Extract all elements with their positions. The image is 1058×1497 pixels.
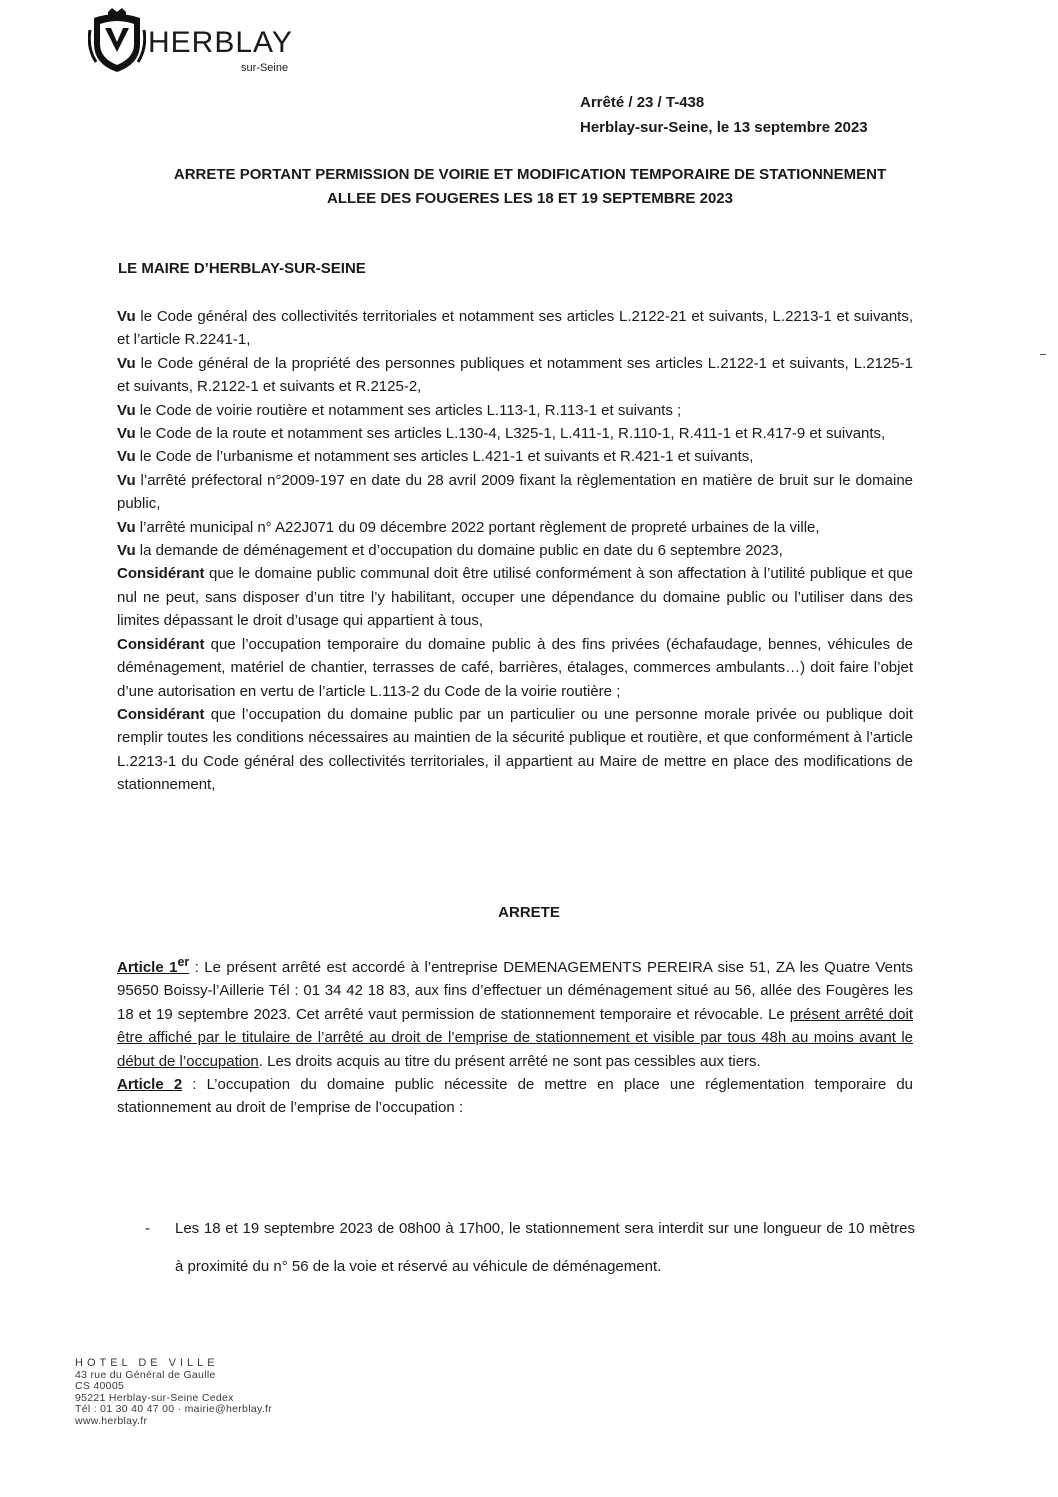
- articles: [117, 951, 913, 1120]
- footer-line-3: CS 40005: [75, 1380, 125, 1392]
- recital: [117, 422, 913, 445]
- parking-restriction-item: [145, 1210, 915, 1286]
- recital-text: le Code général des collectivités territoriales et notamment ses articles L.2122-21 et suivants, L.2213-1 et suivants, et l’article R.2241-1,: [117, 308, 913, 349]
- footer-line-5: Tél : 01 30 40 47 00 · mairie@herblay.fr: [75, 1403, 272, 1415]
- legal-recitals: [117, 305, 913, 797]
- recital-text: que l’occupation du domaine public par un particulier ou une personne morale privée ou publique doit remplir toutes les conditions nécessaires au maintien de la sécurité publique et routière, et que conformément à l’article L.2213-1 du Code général des collectivités territoriales, il appartient au Maire de mettre en place des modifications de stationnement,: [117, 705, 913, 794]
- arrete-heading: ARRETE: [498, 904, 560, 921]
- city-crest-icon: [88, 8, 146, 74]
- recital-text: le Code général de la propriété des personnes publiques et notamment ses articles L.2122-1 et suivants, L.2125-1 et suivants, R.2122-1 et suivants et R.2125-2,: [117, 354, 913, 396]
- article-1-display-notice: présent arrêté doit être affiché par le titulaire de l’arrêté au droit de l’emprise de stationnement et visible par tous 48h au moins avant le début de l’occupation: [117, 1005, 913, 1070]
- recital-lead: Vu: [117, 518, 136, 536]
- recital-text: la demande de déménagement et d’occupation du domaine public en date du 6 septembre 2023,: [135, 542, 783, 560]
- recital-text: l’arrêté préfectoral n°2009-197 en date du 28 avril 2009 fixant la règlementation en matière de bruit sur le domaine public,: [117, 471, 913, 513]
- recital-text: le Code de voirie routière et notamment ses articles L.113-1, R.113-1 et suivants ;: [135, 401, 682, 419]
- recital: [117, 539, 913, 562]
- recital-lead: Vu: [117, 354, 136, 372]
- issuer-heading: LE MAIRE D’HERBLAY-SUR-SEINE: [118, 260, 366, 277]
- arrete-number: Arrêté / 23 / T-438: [580, 94, 705, 111]
- recital-lead: Considérant: [117, 565, 205, 583]
- document-title: [100, 163, 960, 211]
- recital-text: le Code de la route et notamment ses articles L.130-4, L325-1, L.411-1, R.110-1, R.411-1 et R.417-9 et suivants,: [135, 425, 886, 443]
- recital: [117, 352, 913, 399]
- article-2-label: Article 2: [117, 1076, 183, 1094]
- recital-lead: Vu: [117, 542, 136, 560]
- recital-text: que l’occupation temporaire du domaine public à des fins privées (échafaudage, bennes, véhicules de déménagement, matériel de chantier, terrasses de café, barrières, étalages, commerces ambulants…) doit faire l’objet d’une autorisation en vertu de l’article L.113-2 du Code de la voirie routière ;: [117, 635, 913, 700]
- title-line-1: ARRETE PORTANT PERMISSION DE VOIRIE ET MODIFICATION TEMPORAIRE DE STATIONNEMENT: [173, 166, 887, 183]
- recital: [117, 399, 913, 422]
- recital-lead: Vu: [117, 401, 136, 419]
- footer-line-6: www.herblay.fr: [75, 1414, 148, 1427]
- document-reference: [580, 90, 868, 140]
- article-2: [117, 1073, 913, 1120]
- herblay-logo: [88, 8, 318, 78]
- footer-line-1: HOTEL DE VILLE: [75, 1357, 219, 1369]
- recital-text: l’arrêté municipal n° A22J071 du 09 décembre 2022 portant règlement de propreté urbaines de la ville,: [135, 518, 820, 536]
- place-and-date: Herblay-sur-Seine, le 13 septembre 2023: [580, 119, 868, 136]
- recital: [117, 633, 913, 703]
- logo-city-subtitle: sur-Seine: [241, 62, 289, 74]
- recital: [117, 445, 913, 468]
- title-line-2: ALLEE DES FOUGERES LES 18 ET 19 SEPTEMBRE 2023: [327, 190, 733, 207]
- article-2-text: : L’occupation du domaine public nécessite de mettre en place une réglementation temporaire du stationnement au droit de l’emprise de l’occupation :: [117, 1076, 913, 1117]
- recital-lead: Vu: [117, 308, 136, 325]
- article-1-text-b: . Les droits acquis au titre du présent arrêté ne sont pas cessibles aux tiers.: [258, 1052, 761, 1070]
- recital: [117, 305, 913, 352]
- article-1-label-sup: er: [177, 955, 190, 969]
- recital: [117, 703, 913, 797]
- recital-lead: Considérant: [117, 705, 205, 723]
- article-1: [117, 951, 913, 1073]
- article-1-label-text: Article 1: [117, 959, 178, 976]
- recital-lead: Vu: [117, 425, 136, 443]
- scan-mark: [1040, 354, 1046, 355]
- bullet-dash: -: [145, 1220, 150, 1237]
- recital: [117, 516, 913, 539]
- bullet-text: Les 18 et 19 septembre 2023 de 08h00 à 17h00, le stationnement sera interdit sur une longueur de 10 mètres à proximité du n° 56 de la voie et réservé au véhicule de déménagement.: [175, 1220, 915, 1275]
- recital-lead: Vu: [117, 471, 136, 489]
- footer-line-4: 95221 Herblay-sur-Seine Cedex: [75, 1391, 234, 1404]
- recital-lead: Considérant: [117, 635, 205, 653]
- recital-text: que le domaine public communal doit être utilisé conformément à son affectation à l’utilité publique et que nul ne peut, sans disposer d’un titre l’y habilitant, occuper une dépendance du domaine public ou l’utiliser dans des limites dépassant le droit d’usage qui appartient à tous,: [117, 565, 913, 630]
- article-1-label: [117, 955, 190, 976]
- city-hall-address: [75, 1358, 272, 1427]
- recital: [117, 562, 913, 632]
- recital: [117, 469, 913, 516]
- article-1-text-a: : Le présent arrêté est accordé à l’entreprise DEMENAGEMENTS PEREIRA sise 51, ZA les Quatre Vents 95650 Boissy-l’Aillerie Tél : 01 34 42 18 83, aux fins d’effectuer un déménagement situé au 56, allée des Fougères les 18 et 19 septembre 2023. Cet arrêté vaut permission de stationnement temporaire et révocable. Le: [117, 959, 913, 1023]
- recital-lead: Vu: [117, 448, 136, 466]
- footer-line-2: 43 rue du Général de Gaulle: [75, 1368, 216, 1381]
- recital-text: le Code de l’urbanisme et notamment ses articles L.421-1 et suivants et R.421-1 et suivants,: [135, 448, 754, 466]
- logo-city-name: HERBLAY: [148, 26, 293, 59]
